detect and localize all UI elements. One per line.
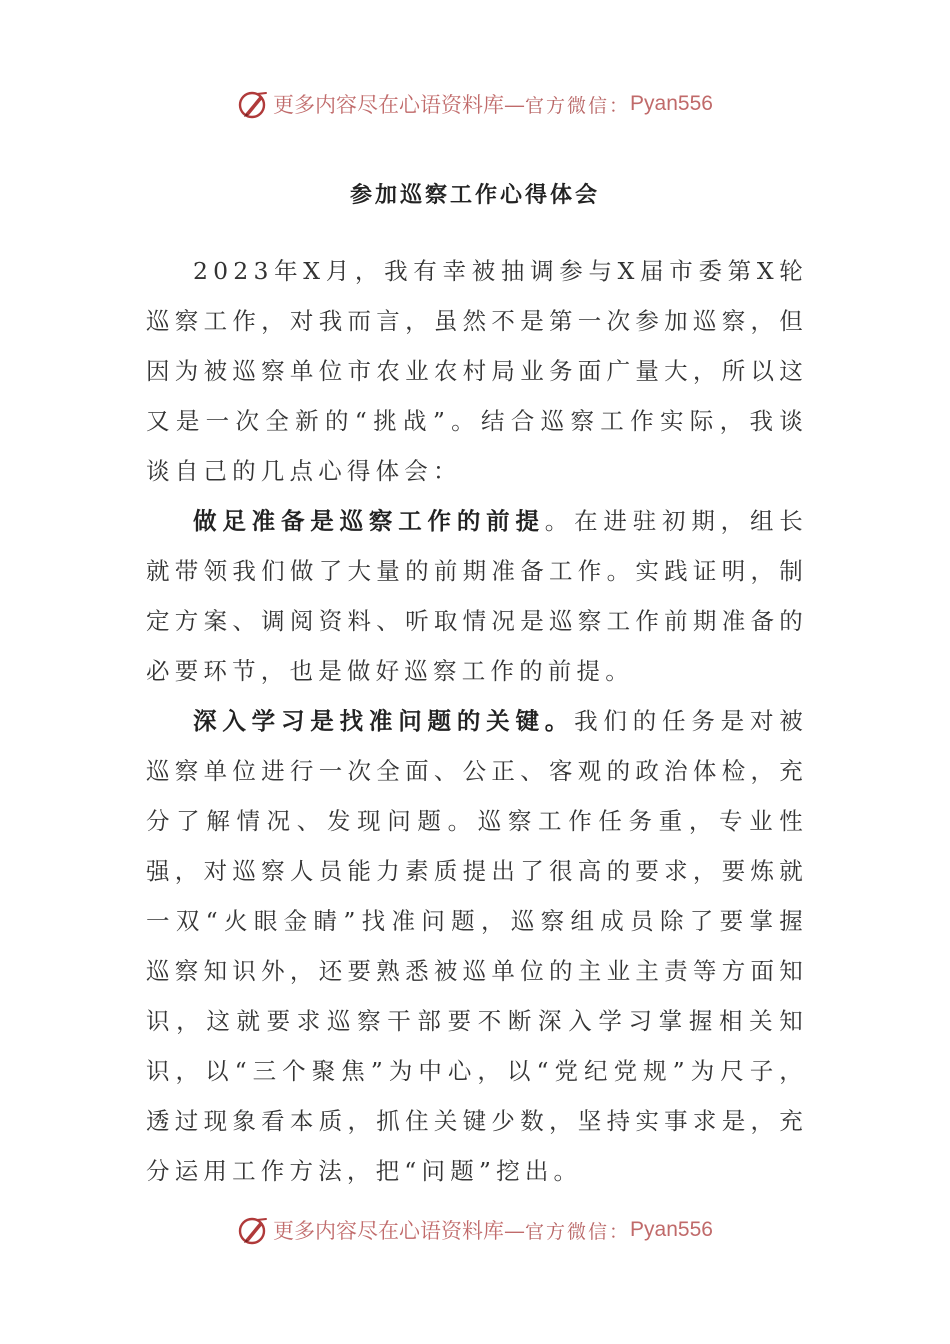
pen-logo-icon: [237, 88, 269, 120]
paragraph-text: 我们的任务是对被巡察单位进行一次全面、公正、客观的政治体检，充分了解情况、发现问题。巡察工作任务重，专业性强，对巡察人员能力素质提出了很高的要求，要炼就一双“火眼金睛”找准问题，巡察组成员除了要掌握巡察知识外，还要熟悉被巡单位的主业主责等方面知识，这就要求巡察干部要不断深入学习掌握相关知识，以“三个聚焦”为中心，以“党纪党规”为尺子，透过现象看本质，抓住关键少数，坚持实事求是，充分运用工作方法，把“问题”挖出。: [146, 707, 808, 1185]
paragraph-intro: [146, 246, 808, 496]
pen-logo-icon: [237, 1214, 269, 1246]
paragraph-learning: [146, 696, 808, 1196]
banner-wechat-label: 官方微信：: [525, 94, 631, 117]
footer-banner: [0, 1210, 950, 1250]
document-title: 参加巡察工作心得体会: [349, 182, 600, 208]
banner-text: 更多内容尽在心语资料库—: [273, 1219, 526, 1243]
paragraph-lead: 做足准备是巡察工作的前提: [193, 507, 545, 535]
paragraph-text: 。在进驻初期，组长就带领我们做了大量的前期准备工作。实践证明，制定方案、调阅资料、听取情况是巡察工作前期准备的必要环节，也是做好巡察工作的前提。: [146, 507, 808, 685]
banner-wechat-id: Pyan556: [630, 92, 713, 115]
document-body: [146, 246, 808, 1196]
paragraph-preparation: [146, 496, 808, 696]
banner-wechat-label: 官方微信：: [525, 1220, 631, 1243]
paragraph-lead: 深入学习是找准问题的关键。: [193, 707, 575, 735]
header-banner: [0, 84, 950, 124]
paragraph-text: 2023年X月，我有幸被抽调参与X届市委第X轮巡察工作，对我而言，虽然不是第一次参加巡察，但因为被巡察单位市农业农村局业务面广量大，所以这又是一次全新的“挑战”。结合巡察工作实际，我谈谈自己的几点心得体会：: [146, 257, 808, 485]
banner-text: 更多内容尽在心语资料库—: [273, 93, 526, 117]
banner-wechat-id: Pyan556: [630, 1218, 713, 1241]
